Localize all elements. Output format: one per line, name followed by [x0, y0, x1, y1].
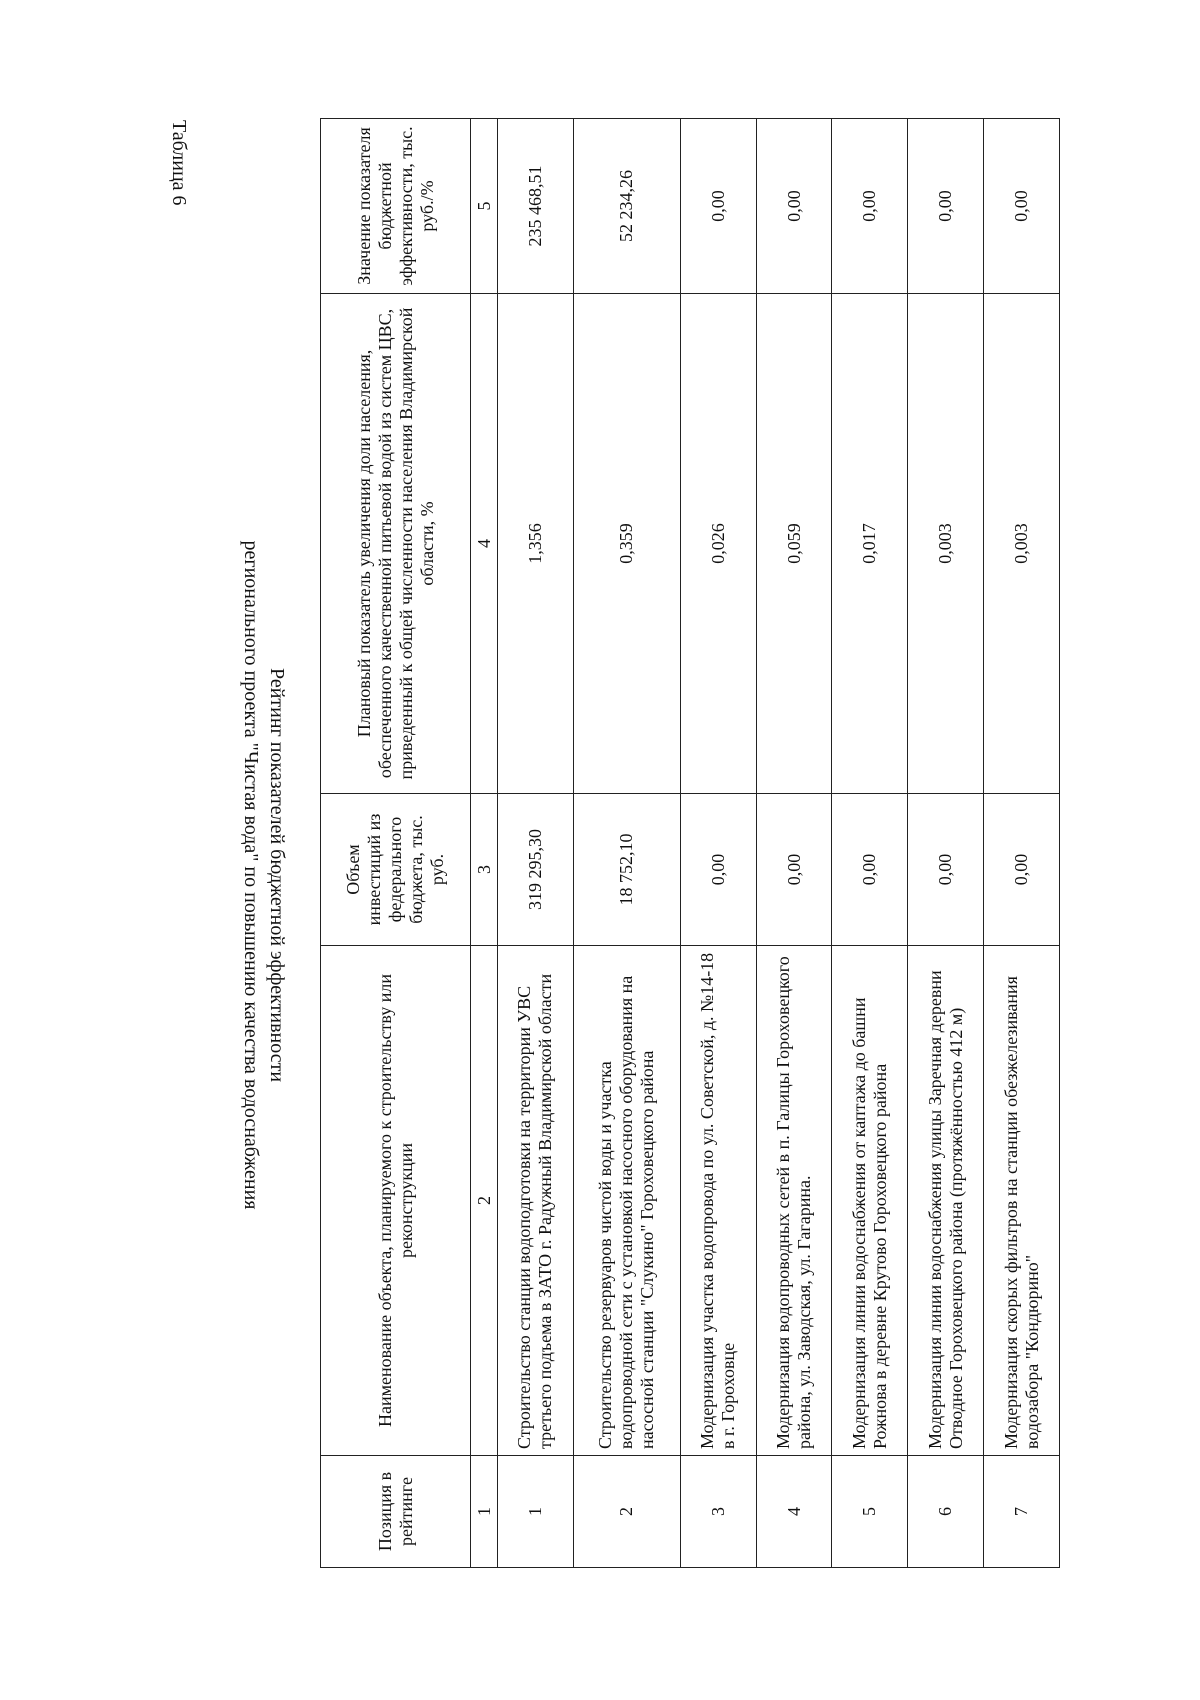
- cell-investment: 18 752,10: [573, 794, 680, 946]
- table-row: [832, 119, 908, 1568]
- header-efficiency: Значение показателя бюджетной эффективности, тыс. руб./%: [321, 119, 471, 294]
- column-number: 3: [471, 794, 498, 946]
- cell-efficiency: 0,00: [832, 119, 908, 294]
- cell-share: 0,017: [832, 294, 908, 794]
- cell-position: 4: [756, 1456, 832, 1568]
- cell-efficiency: 52 234,26: [573, 119, 680, 294]
- cell-share: 0,059: [756, 294, 832, 794]
- cell-share: 0,003: [984, 294, 1060, 794]
- cell-object-name: Модернизация скорых фильтров на станции обезжелезивания водозабора "Кондюрино": [984, 946, 1060, 1456]
- cell-object-name: Строительство станции водоподготовки на территории УВС третьего подъема в ЗАТО г. Радужный Владимирской области: [498, 946, 574, 1456]
- cell-investment: 0,00: [908, 794, 984, 946]
- document-title: [238, 150, 290, 1600]
- column-number: 2: [471, 946, 498, 1456]
- cell-efficiency: 0,00: [680, 119, 756, 294]
- header-row: [321, 119, 471, 1568]
- table-row: [756, 119, 832, 1568]
- cell-position: 2: [573, 1456, 680, 1568]
- cell-position: 7: [984, 1456, 1060, 1568]
- header-investment: Объем инвестиций из федерального бюджета, тыс. руб.: [321, 794, 471, 946]
- cell-position: 6: [908, 1456, 984, 1568]
- table-row: [680, 119, 756, 1568]
- cell-share: 0,026: [680, 294, 756, 794]
- cell-position: 3: [680, 1456, 756, 1568]
- table-caption: Таблица 6: [168, 120, 190, 206]
- cell-position: 5: [832, 1456, 908, 1568]
- title-line-2: регионального проекта "Чистая вода" по повышению качества водоснабжения: [240, 540, 262, 1210]
- header-position: Позиция в рейтинге: [321, 1456, 471, 1568]
- cell-investment: 0,00: [832, 794, 908, 946]
- cell-object-name: Модернизация линии водоснабжения от каптажа до башни Рожнова в деревне Крутово Гороховецкого района: [832, 946, 908, 1456]
- cell-position: 1: [498, 1456, 574, 1568]
- column-number: 4: [471, 294, 498, 794]
- cell-efficiency: 0,00: [908, 119, 984, 294]
- table-row: [498, 119, 574, 1568]
- cell-investment: 0,00: [984, 794, 1060, 946]
- cell-investment: 319 295,30: [498, 794, 574, 946]
- cell-share: 0,359: [573, 294, 680, 794]
- header-share-indicator: Плановый показатель увеличения доли населения, обеспеченного качественной питьевой водой из систем ЦВС, приведенный к общей численности населения Владимирской области, %: [321, 294, 471, 794]
- title-line-1: Рейтинг показателей бюджетной эффективности: [266, 667, 288, 1083]
- column-number-row: [471, 119, 498, 1568]
- cell-efficiency: 235 468,51: [498, 119, 574, 294]
- cell-object-name: Строительство резервуаров чистой воды и участка водопроводной сети с установкой насосного оборудования на насосной станции "Слукино" Гороховецкого района: [573, 946, 680, 1456]
- cell-object-name: Модернизация линии водоснабжения улицы Заречная деревни Отводное Гороховецкого района (протяжённостью 412 м): [908, 946, 984, 1456]
- cell-investment: 0,00: [756, 794, 832, 946]
- cell-share: 1,356: [498, 294, 574, 794]
- column-number: 1: [471, 1456, 498, 1568]
- table-row: [908, 119, 984, 1568]
- column-number: 5: [471, 119, 498, 294]
- table-row: [573, 119, 680, 1568]
- header-object-name: Наименование объекта, планируемого к строительству или реконструкции: [321, 946, 471, 1456]
- rating-table: [320, 118, 1060, 1568]
- table-row: [984, 119, 1060, 1568]
- cell-efficiency: 0,00: [756, 119, 832, 294]
- cell-object-name: Модернизация водопроводных сетей в п. Галицы Гороховецкого района, ул. Заводская, ул. Гагарина.: [756, 946, 832, 1456]
- cell-object-name: Модернизация участка водопровода по ул. Советской, д. №14-18 в г. Гороховце: [680, 946, 756, 1456]
- cell-share: 0,003: [908, 294, 984, 794]
- cell-efficiency: 0,00: [984, 119, 1060, 294]
- cell-investment: 0,00: [680, 794, 756, 946]
